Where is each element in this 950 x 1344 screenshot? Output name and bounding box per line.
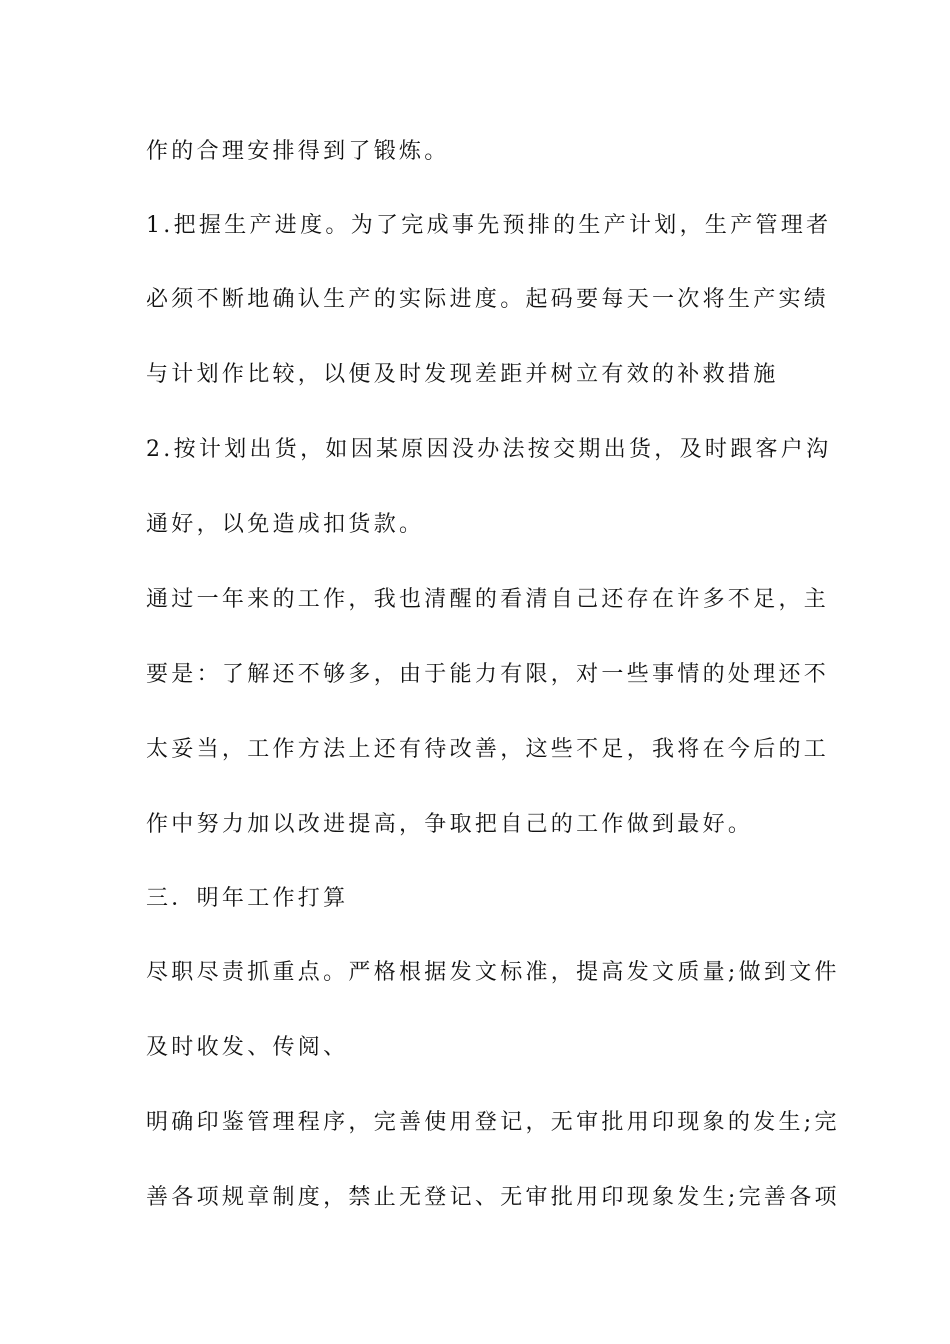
- text-line: 明确印鉴管理程序，完善使用登记，无审批用印现象的发生;完: [146, 1110, 840, 1135]
- text-line: 作中努力加以改进提高，争取把自己的工作做到最好。: [146, 812, 754, 837]
- text-line: 及时收发、传阅、: [146, 1035, 349, 1060]
- text-line: 通过一年来的工作，我也清醒的看清自己还存在许多不足，主: [146, 587, 830, 612]
- text-line: 通好，以免造成扣货款。: [146, 512, 425, 537]
- text-line: 善各项规章制度，禁止无登记、无审批用印现象发生;完善各项: [146, 1185, 840, 1210]
- text-line: 尽职尽责抓重点。严格根据发文标准，提高发文质量;做到文件: [146, 960, 840, 985]
- section-heading: 三．明年工作打算: [146, 886, 349, 911]
- text-line: 1.把握生产进度。为了完成事先预排的生产计划，生产管理者: [146, 213, 832, 238]
- text-line: 2.按计划出货，如因某原因没办法按交期出货，及时跟客户沟: [146, 437, 832, 462]
- text-line: 作的合理安排得到了锻炼。: [146, 139, 450, 164]
- text-line: 太妥当，工作方法上还有待改善，这些不足，我将在今后的工: [146, 737, 830, 762]
- text-line: 要是：了解还不够多，由于能力有限，对一些事情的处理还不: [146, 662, 830, 687]
- text-line: 必须不断地确认生产的实际进度。起码要每天一次将生产实绩: [146, 287, 830, 312]
- text-line: 与计划作比较，以便及时发现差距并树立有效的补救措施: [146, 362, 779, 387]
